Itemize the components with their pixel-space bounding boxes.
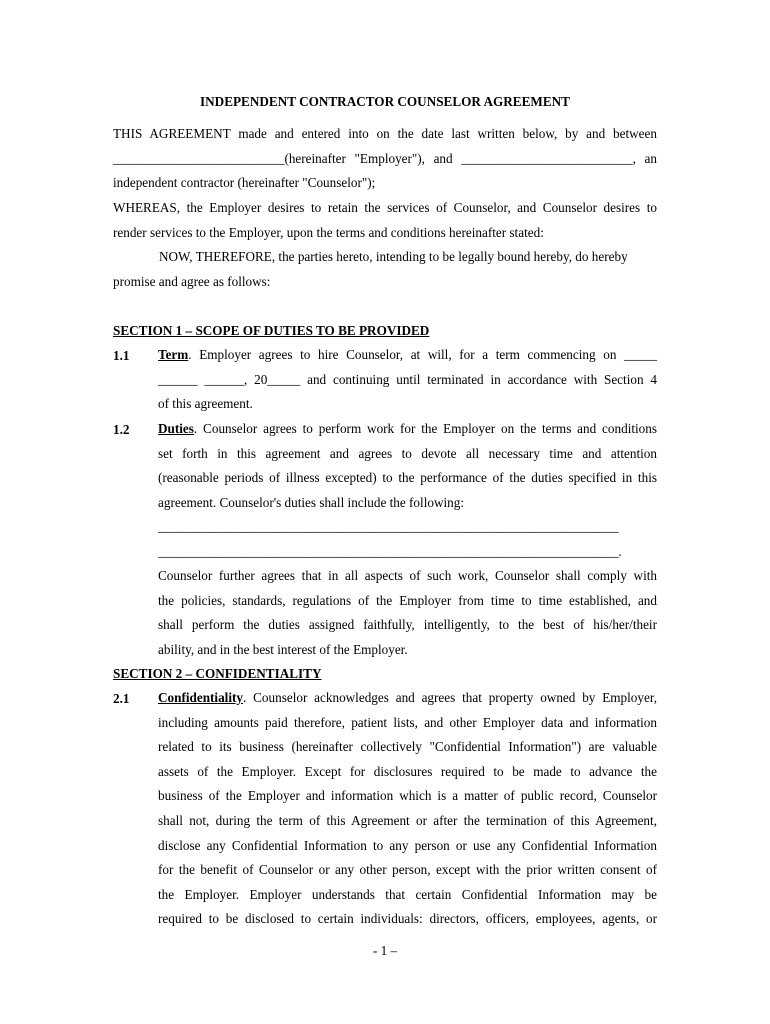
item-2-1-label: Confidentiality (158, 690, 243, 705)
intro-paragraph (113, 122, 657, 196)
document-title: INDEPENDENT CONTRACTOR COUNSELOR AGREEMENT (200, 94, 570, 109)
item-1-1-body (158, 343, 657, 417)
item-1-1-line: . Employer agrees to hire Counselor, at will, for a term commencing on _____ (188, 347, 657, 362)
section-2-heading: SECTION 2 – CONFIDENTIALITY (113, 666, 322, 681)
page-number: - 1 – (372, 943, 398, 958)
item-1-2-further-line: Counselor further agrees that in all aspects of such work, Counselor shall comply with (158, 568, 657, 583)
item-2-1-line: . Counselor acknowledges and agrees that property owned by Employer, (243, 690, 657, 705)
whereas-line: render services to the Employer, upon the terms and conditions hereinafter stated: (113, 224, 544, 240)
item-1-2-further-line: ability, and in the best interest of the Employer. (158, 641, 408, 657)
intro-line: THIS AGREEMENT made and entered into on the date last written below, by and between (113, 126, 657, 141)
item-1-1-line: ______ ______, 20_____ and continuing until terminated in accordance with Section 4 (158, 371, 657, 387)
item-2-1-line: business of the Employer and information which is a matter of public record, Counselor (158, 788, 657, 804)
item-1-2-further-line: the policies, standards, regulations of the Employer from time to time established, and (158, 592, 657, 608)
now-therefore-line: NOW, THEREFORE, the parties hereto, intending to be legally bound hereby, do hereby (159, 249, 628, 264)
item-2-1-line: shall not, during the term of this Agreement or after the termination of this Agreement, (158, 812, 657, 828)
duties-blank-line: ________________________________________________________________________. (158, 543, 622, 559)
item-1-2-label: Duties (158, 421, 194, 436)
item-2-1-line: including amounts paid therefore, patient lists, and other Employer data and information (158, 714, 657, 730)
item-2-1-line: required to be disclosed to certain individuals: directors, officers, employees, agents, or (158, 911, 657, 927)
whereas-line: WHEREAS, the Employer desires to retain the services of Counselor, and Counselor desires to (113, 200, 657, 215)
section-1-heading: SECTION 1 – SCOPE OF DUTIES TO BE PROVIDED (113, 323, 430, 338)
item-1-1-label: Term (158, 347, 189, 362)
item-2-1-line: related to its business (hereinafter collectively "Confidential Information") are valuable (158, 739, 657, 755)
item-1-1-number: 1.1 (113, 348, 130, 363)
item-1-2-line: (reasonable periods of illness excepted) to the performance of the duties specified in this (158, 470, 657, 486)
item-2-1-line: the Employer. Employer understands that certain Confidential Information may be (158, 886, 657, 902)
intro-line: independent contractor (hereinafter "Counselor"); (113, 175, 376, 191)
item-1-2-number: 1.2 (113, 422, 130, 437)
now-therefore-paragraph (113, 245, 657, 294)
item-2-1-body (158, 686, 657, 932)
now-therefore-line: promise and agree as follows: (113, 273, 271, 289)
item-2-1-number: 2.1 (113, 691, 130, 706)
item-1-2-line: agreement. Counselor's duties shall include the following: (158, 494, 464, 510)
duties-blank-line: ________________________________________________________________________ (158, 519, 619, 535)
intro-line: __________________________(hereinafter "Employer"), and __________________________, an (113, 150, 657, 166)
item-2-1-line: for the benefit of Counselor or any other person, except with the prior written consent of (158, 862, 657, 878)
item-2-1-line: disclose any Confidential Information to any person or use any Confidential Information (158, 837, 657, 853)
item-2-1-line: assets of the Employer. Except for disclosures required to be made to advance the (158, 763, 657, 779)
whereas-paragraph (113, 196, 657, 245)
item-1-2-further-body (158, 564, 657, 662)
item-1-2-line: set forth in this agreement and agrees to devote all necessary time and attention (158, 445, 657, 461)
item-1-2-further-line: shall perform the duties assigned faithfully, intelligently, to the best of his/her/their (158, 617, 657, 633)
item-1-2-body (158, 417, 657, 565)
item-1-2-line: . Counselor agrees to perform work for the Employer on the terms and conditions (193, 421, 657, 436)
item-1-1-line: of this agreement. (158, 396, 253, 412)
